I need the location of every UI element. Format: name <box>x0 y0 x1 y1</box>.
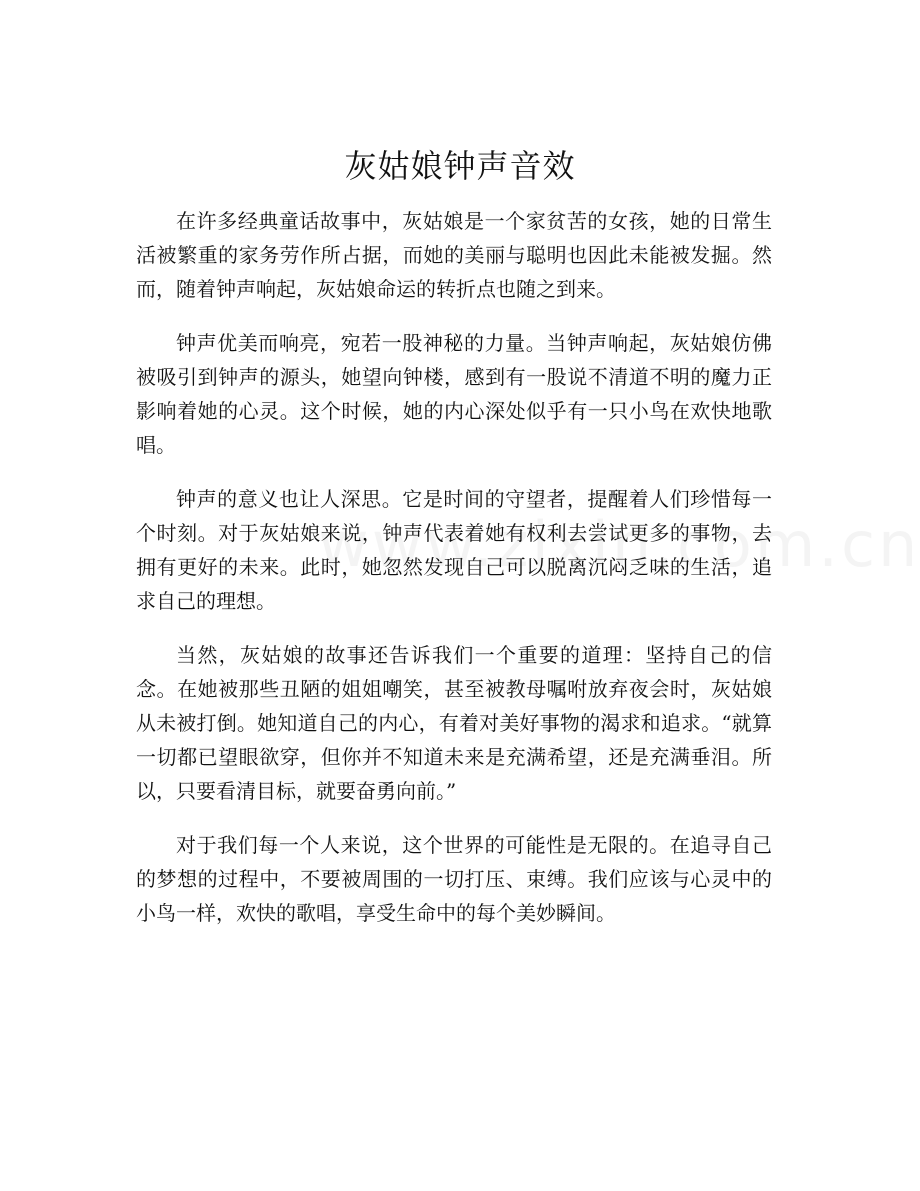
paragraph-2: 钟声优美而响亮，宛若一股神秘的力量。当钟声响起，灰姑娘仿佛被吸引到钟声的源头，她望向钟楼，感到有一股说不清道不明的魔力正影响着她的心灵。这个时候，她的内心深处似乎有一只小鸟在欢快地歌唱。 <box>136 331 772 457</box>
paragraph-5: 对于我们每一个人来说，这个世界的可能性是无限的。在追寻自己的梦想的过程中，不要被周围的一切打压、束缚。我们应该与心灵中的小鸟一样，欢快的歌唱，享受生命中的每个美妙瞬间。 <box>136 833 772 925</box>
document-body <box>136 204 772 950</box>
document-title: 灰姑娘钟声音效 <box>344 147 576 185</box>
paragraph-4: 当然，灰姑娘的故事还告诉我们一个重要的道理：坚持自己的信念。在她被那些丑陋的姐姐嘲笑，甚至被教母嘱咐放弃夜会时，灰姑娘从未被打倒。她知道自己的内心，有着对美好事物的渴求和追求。“就算一切都已望眼欲穿，但你并不知道未来是充满希望，还是充满垂泪。所以，只要看清目标，就要奋勇向前。” <box>136 643 772 803</box>
paragraph-1: 在许多经典童话故事中，灰姑娘是一个家贫苦的女孩，她的日常生活被繁重的家务劳作所占据，而她的美丽与聪明也因此未能被发掘。然而，随着钟声响起，灰姑娘命运的转折点也随之到来。 <box>136 209 772 301</box>
paragraph-3: 钟声的意义也让人深思。它是时间的守望者，提醒着人们珍惜每一个时刻。对于灰姑娘来说，钟声代表着她有权利去尝试更多的事物，去拥有更好的未来。此时，她忽然发现自己可以脱离沉闷乏味的生活，追求自己的理想。 <box>136 487 772 613</box>
